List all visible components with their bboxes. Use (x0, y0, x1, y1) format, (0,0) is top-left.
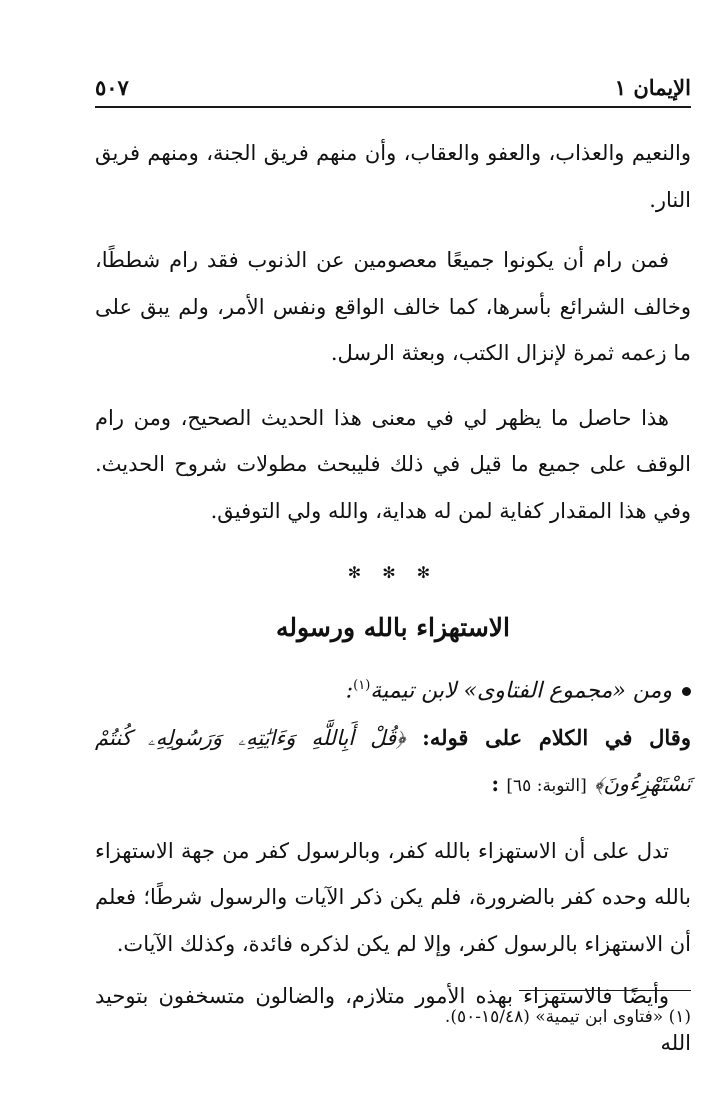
section-heading: الاستهزاء بالله ورسوله (275, 612, 511, 642)
quote-end: : (491, 771, 500, 797)
running-header (95, 66, 691, 108)
verse-reference: [التوبة: ٦٥] (506, 776, 587, 797)
page-body (95, 130, 691, 1066)
source-colon: : (345, 678, 354, 704)
section-separator (95, 550, 691, 597)
footnote-marker: (١) (353, 678, 371, 693)
paragraph-5: تدل على أن الاستهزاء بالله كفر، وبالرسول كفر من جهة الاستهزاء بالله وحده كفر بالضرورة، فلم يكن ذكر الآيات والرسول شرطًا؛ فعلم أن الاستهزاء بالرسول كفر، وإلا لم يكن لذكره فائدة، وكذلك الآيات. (95, 838, 691, 956)
quote-paragraph (95, 715, 691, 810)
footnote-divider (519, 990, 691, 991)
asterisk-icon: ✻ (347, 563, 370, 582)
source-text: ومن «مجموع الفتاوى» لابن تيمية (370, 678, 672, 704)
running-title: الإيمان ١ (614, 75, 691, 100)
quote-intro: وقال في الكلام على قوله: (422, 724, 691, 750)
paragraph-6: وأيضًا فالاستهزاء بهذه الأمور متلازم، والضالون متسخفون بتوحيد الله (95, 984, 691, 1055)
paragraph-3: هذا حاصل ما يظهر لي في معنى هذا الحديث الصحيح، ومن رام الوقف على جميع ما قيل في ذلك فليبحث مطولات شروح الحديث. وفي هذا المقدار كفاية لمن له هداية، والله ولي التوفيق. (95, 405, 691, 523)
asterisk-icon: ✻ (382, 563, 404, 582)
bullet-icon (682, 687, 691, 696)
asterisk-icon: ✻ (416, 563, 439, 582)
page-number: ٥٠٧ (95, 75, 129, 100)
paragraph-2: فمن رام أن يكونوا جميعًا معصومين عن الذنوب فقد رام شططًا، وخالف الشرائع بأسرها، كما خالف الواقع ونفس الأمر، ولم يبق على ما زعمه ثمرة لإنزال الكتب، وبعثة الرسل. (95, 248, 691, 365)
source-line (95, 663, 691, 715)
quran-verse: ﴿قُلْ أَبِاللَّهِ وَءَايَٰتِهِۦ وَرَسُولِهِۦ كُنتُمْ تَسْتَهْزِءُونَ﴾ (95, 725, 691, 797)
paragraph-1: والنعيم والعذاب، والعفو والعقاب، وأن منهم فريق الجنة، ومنهم فريق النار. (95, 141, 691, 212)
footnote: (١) «فتاوى ابن تيمية» (١٥/٤٨-٥٠). (444, 1007, 691, 1027)
